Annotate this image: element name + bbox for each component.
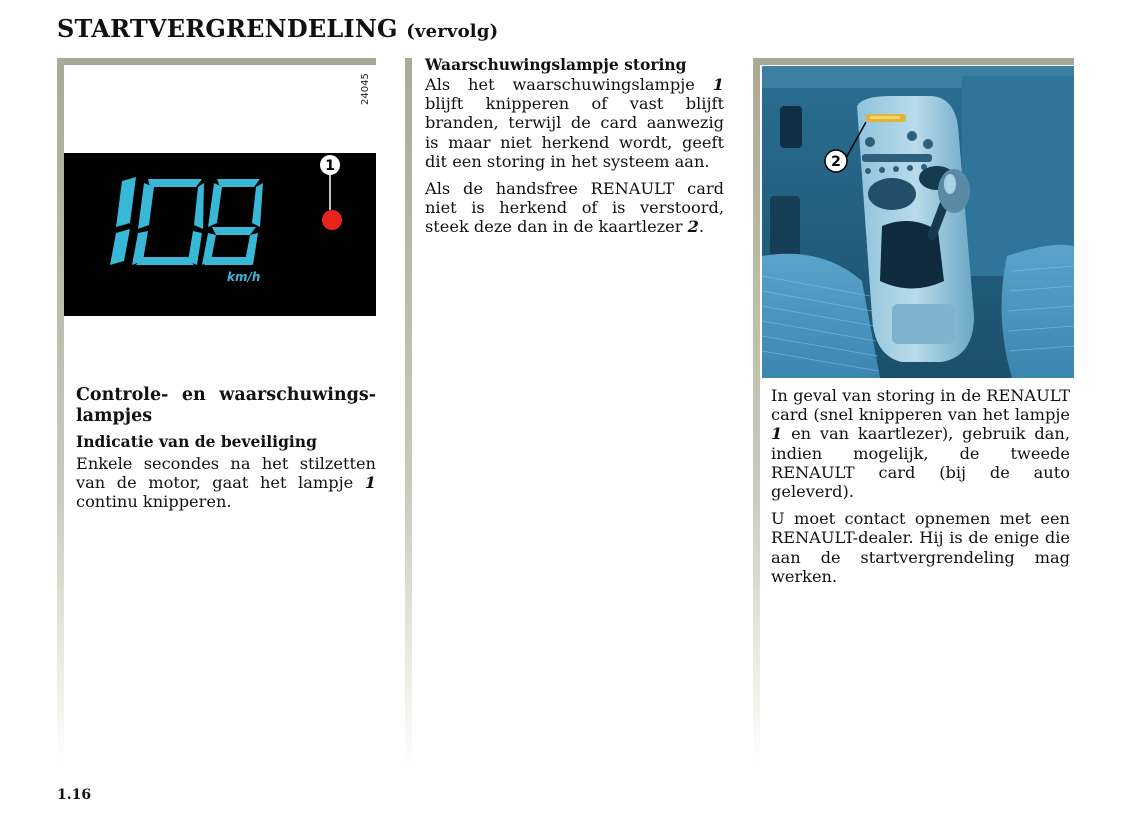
section-heading bbox=[76, 385, 376, 427]
text-run: blijft knipperen of vast blijft branden, terwijl de card aanwezig is maar niet herkend wordt, geeft dit een storing in het systeem aan. bbox=[425, 94, 724, 171]
right-paragraph-2: U moet contact opnemen met een RENAULT-dealer. Hij is de enige die aan de startvergrendeling mag werken. bbox=[771, 509, 1070, 586]
subheading-indication: Indicatie van de beveiliging bbox=[76, 432, 317, 451]
ref-number: 2 bbox=[687, 217, 699, 237]
left-column-top-bar bbox=[57, 58, 376, 65]
console-photo-graphic bbox=[762, 66, 1074, 378]
middle-paragraph-1 bbox=[425, 75, 724, 171]
text-run: Enkele secondes na het stilzetten van de motor, gaat het lampje bbox=[76, 454, 376, 493]
middle-paragraph-2 bbox=[425, 179, 724, 237]
speedometer-display bbox=[64, 153, 376, 316]
page-number: 1.16 bbox=[57, 787, 92, 803]
callout-2-label: 2 bbox=[831, 154, 841, 170]
middle-column-bar bbox=[405, 58, 412, 768]
page-title bbox=[57, 14, 498, 43]
right-paragraph-1 bbox=[771, 386, 1070, 501]
text-run: continu knipperen. bbox=[76, 492, 232, 512]
image-reference-number: 24045 bbox=[360, 73, 371, 105]
speed-digits bbox=[110, 177, 263, 265]
right-column-bar bbox=[753, 58, 760, 768]
section-heading-text: Controle- en waarschuwings-lampjes bbox=[76, 385, 376, 426]
left-paragraph bbox=[76, 454, 376, 512]
text-run: Als de handsfree RENAULT card niet is herkend of is verstoord, steek deze dan in de kaartlezer bbox=[425, 179, 724, 237]
text-run: . bbox=[698, 217, 705, 237]
subheading-warning-lamp-failure: Waarschuwingslampje storing bbox=[425, 55, 687, 74]
ref-number: 1 bbox=[771, 424, 783, 444]
right-column-top-bar bbox=[753, 58, 1074, 65]
speedometer-display-graphic bbox=[64, 153, 376, 316]
left-column-bar bbox=[57, 58, 64, 768]
middle-text-block bbox=[425, 55, 724, 237]
right-text-block bbox=[771, 386, 1070, 586]
text-run: en van kaartlezer), gebruik dan, indien mogelijk, de tweede RENAULT card (bij de auto geleverd). bbox=[771, 424, 1070, 502]
text-run: Als het waarschuwingslampje bbox=[425, 75, 713, 94]
text-run: In geval van storing in de RENAULT card (snel knipperen van het lampje bbox=[771, 386, 1070, 425]
ref-number: 1 bbox=[712, 75, 724, 94]
ref-number: 1 bbox=[364, 473, 376, 493]
title-main: STARTVERGRENDELING bbox=[57, 14, 398, 43]
speed-unit: km/h bbox=[227, 270, 261, 284]
title-subtitle: (vervolg) bbox=[406, 21, 499, 42]
warning-lamp-icon bbox=[322, 210, 342, 230]
console-photo bbox=[762, 66, 1074, 378]
callout-1-label: 1 bbox=[325, 158, 335, 174]
left-text-block bbox=[76, 385, 376, 512]
